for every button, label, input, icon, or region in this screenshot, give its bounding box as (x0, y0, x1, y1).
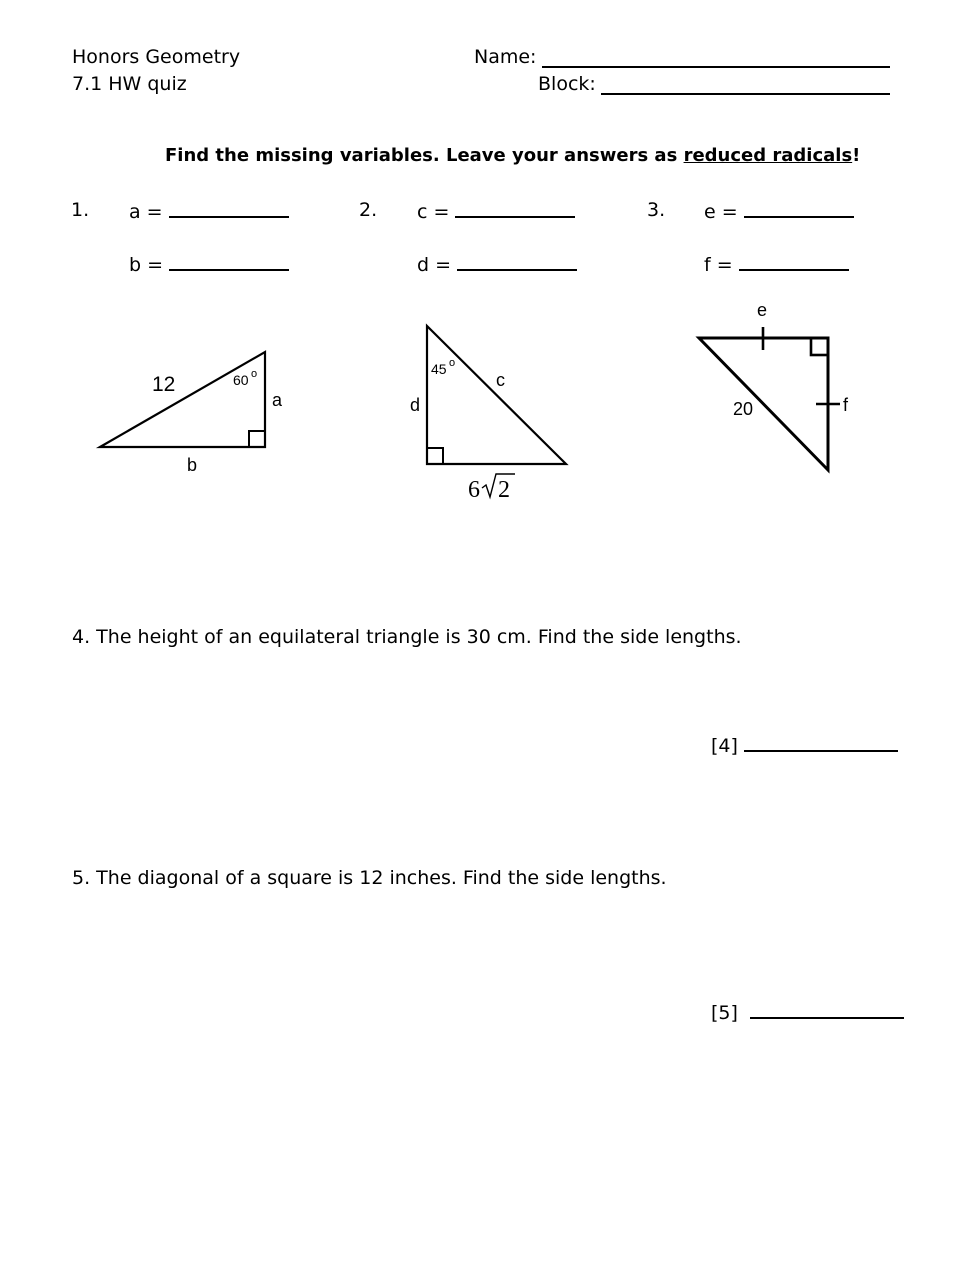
course-title: Honors Geometry (72, 46, 241, 68)
problem-5-answer-label: [5] (711, 1002, 738, 1024)
triangle-2-base-radicand: 2 (498, 477, 510, 503)
figures (0, 0, 979, 560)
block-label: Block: (538, 73, 596, 95)
triangle-3-outline (699, 338, 828, 470)
problem-4-text: 4. The height of an equilateral triangle is 30 cm. Find the side lengths. (72, 626, 742, 648)
problem-3-var-f: f = (704, 251, 849, 277)
triangle-3-hyp-label: 20 (733, 399, 754, 419)
quiz-title: 7.1 HW quiz (72, 73, 187, 95)
triangle-2-outline (427, 326, 566, 464)
triangle-2-side-d-label: d (410, 395, 421, 415)
triangle-2-degree-mark: o (449, 357, 456, 369)
triangle-3-side-e-label: e (757, 300, 768, 320)
problem-1-number: 1. (71, 199, 90, 221)
triangle-1-angle-label: 60 (233, 372, 249, 388)
problem-4-answer-label: [4] (711, 735, 738, 757)
triangle-3-right-angle-mark (811, 338, 828, 355)
triangle-2-right-angle-mark (427, 448, 443, 464)
problem-5-text: 5. The diagonal of a square is 12 inches. Find the side lengths. (72, 867, 667, 889)
problem-2-var-c: c = (417, 198, 575, 224)
problem-4-answer (711, 732, 898, 758)
instructions-emphasis: reduced radicals (683, 145, 853, 166)
triangle-2-base-coefficient: 6 (468, 477, 480, 503)
triangle-1-right-angle-mark (249, 431, 265, 447)
answer-5-field[interactable] (750, 999, 904, 1019)
problem-2-number: 2. (359, 199, 378, 221)
triangle-1-degree-mark: o (251, 368, 258, 380)
triangle-3 (699, 300, 849, 470)
triangle-2 (410, 326, 566, 503)
instructions-lead: Find the missing variables. Leave your answers as (165, 145, 684, 166)
problem-5-answer (711, 999, 904, 1025)
name-label: Name: (474, 46, 537, 68)
problem-1-var-b: b = (129, 251, 289, 277)
problem-1-var-a: a = (129, 198, 289, 224)
triangle-2-angle-label: 45 (431, 361, 447, 377)
problem-2-var-d: d = (417, 251, 577, 277)
answer-4-field[interactable] (744, 732, 898, 752)
triangle-2-hyp-label: c (496, 370, 505, 390)
triangle-1-outline (100, 352, 265, 447)
problem-3-var-e: e = (704, 198, 854, 224)
instructions-end: ! (852, 145, 861, 166)
triangle-1-side-a-label: a (272, 390, 283, 410)
triangle-3-side-f-label: f (843, 395, 849, 415)
triangle-1-side-b-label: b (187, 455, 198, 475)
triangle-1-hyp-label: 12 (152, 373, 176, 396)
triangle-1 (100, 352, 283, 475)
problem-3-number: 3. (647, 199, 666, 221)
